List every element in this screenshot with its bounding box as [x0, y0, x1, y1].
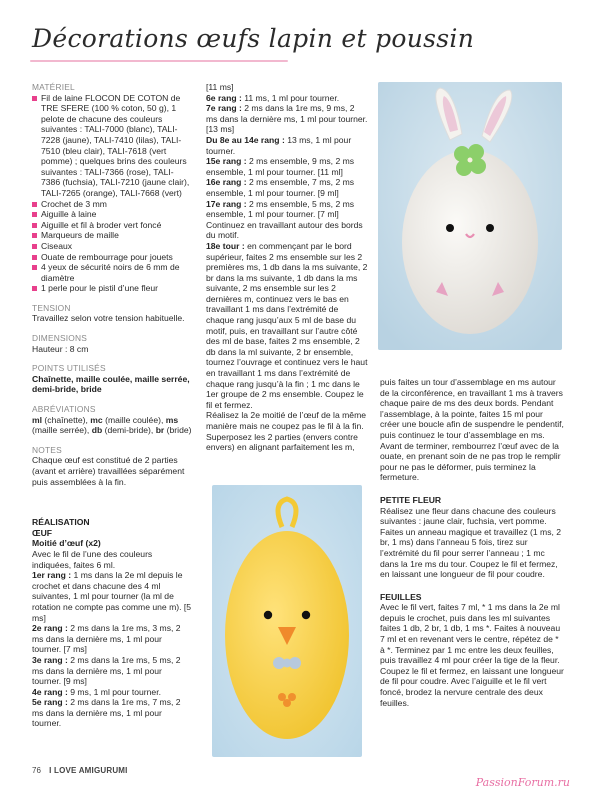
abbrev-heading: ABRÉVIATIONS	[32, 404, 96, 415]
continue-text: Continuez en travaillant autour des bords du motif.	[206, 219, 363, 241]
realisation-heading: RÉALISATION	[32, 517, 90, 528]
notes-text: Chaque œuf est constitué de 2 parties (avant et arrière) travaillées séparément puis assemblées à la fin.	[32, 455, 185, 487]
pattern-row: 3e rang : 2 ms dans la 1re ms, 5 ms, 2 ms dans la dernière ms, 1 ml pour tourner. [9 ms]	[32, 654, 181, 687]
row-count-carry: [11 ms]	[206, 82, 234, 92]
materiel-item: 4 yeux de sécurité noirs de 6 mm de diamètre	[32, 262, 192, 283]
dimensions-heading: DIMENSIONS	[32, 333, 88, 344]
points-text: Chaînette, maille coulée, maille serrée, demi-bride, bride	[32, 373, 190, 395]
pattern-row: 1er rang : 1 ms dans la 2e ml depuis le crochet et dans chacune des 4 ml suivantes, 1 ml pour tourner (la ml de rotation ne compte pas comme une m). [5 ms]	[32, 570, 192, 623]
pattern-row: 6e rang : 11 ms, 1 ml pour tourner.	[206, 92, 340, 103]
column-3	[380, 377, 564, 708]
materiel-item: Crochet de 3 mm	[32, 199, 192, 210]
moitie-heading: Moitié d’œuf (x2)	[32, 538, 101, 549]
fleur-heading: PETITE FLEUR	[380, 494, 442, 505]
fleur-text: Réalisez une fleur dans chacune des couleurs suivantes : jaune clair, fuchsia, vert pomme. Faites un anneau magique et travaillez (1 ms, 2 br, 1 ms) dans l’anneau 5 fois, tirez sur l’extrémité du fil pour serrer l’anneau ; 1 mc dans la 1re ms du tour. Coupez le fil et fermez, en laissant une longueur de fil pour coudre.	[380, 505, 562, 580]
materiel-item: Aiguille à laine	[32, 209, 192, 220]
magazine-name: I LOVE AMIGURUMI	[49, 766, 128, 775]
abbrev-def: (demi-bride),	[102, 425, 156, 436]
pattern-row: 4e rang : 9 ms, 1 ml pour tourner.	[32, 686, 161, 697]
bunny-egg-photo	[378, 82, 562, 350]
feuilles-text: Avec le fil vert, faites 7 ml, * 1 ms dans la 2e ml depuis le crochet, puis dans les ml suivantes faites 1 db, 2 br, 1 db, 1 ms *. Faites à nouveau 7 ml et en revenant vers le centre, répétez de * à *. Terminez par 1 mc entre les deux feuilles, puis travaillez 4 ml pour créer la tige de la fleur. Coupez le fil et fermez, en laissant une longueur de fil pour coudre. Avec l’aiguille et le fil vert foncé, brodez la nervure centrale des deux feuilles.	[380, 602, 564, 708]
tension-text: Travaillez selon votre tension habituelle.	[32, 313, 185, 324]
materiel-list	[32, 93, 192, 294]
pattern-row: 5e rang : 2 ms dans la 1re ms, 7 ms, 2 ms dans la dernière ms, 1 ml pour tourner.	[32, 697, 181, 729]
materiel-item: Marqueurs de maille	[32, 230, 192, 241]
abbrev-term: ms	[165, 414, 179, 425]
chick-egg-photo	[212, 485, 362, 757]
notes-heading: NOTES	[32, 444, 62, 455]
abbrev-term: ml	[32, 414, 43, 425]
abbrev-def: (maille serrée),	[32, 425, 92, 436]
page-footer	[32, 766, 128, 775]
assembly-text: Réalisez la 2e moitié de l’œuf de la même manière mais ne coupez pas le fil à la fin. Superposez les 2 parties (envers contre envers) en alignant parfaitement les m,	[206, 410, 367, 453]
feuilles-heading: FEUILLES	[380, 591, 422, 602]
title-underline	[30, 60, 288, 62]
page-number: 76	[32, 766, 41, 775]
materiel-item: Ouate de rembourrage pour jouets	[32, 252, 192, 263]
pattern-row: 2e rang : 2 ms dans la 1re ms, 3 ms, 2 ms dans la dernière ms, 1 ml pour tourner. [7 ms]	[32, 623, 181, 655]
column-2	[206, 82, 368, 453]
materiel-item: 1 perle pour le pistil d’une fleur	[32, 283, 192, 294]
assembly-continued: puis faites un tour d’assemblage en ms autour de la circonférence, en travaillant 1 ms à travers chaque paire de ms des deux bords. Pendant l’assemblage, à la pointe, faites 15 ml pour créer une boucle afin de suspendre le pendentif, puis continuez le tour d’assemblage en ms. Avant de terminer, rembourrez l’œuf avec de la ouate, en prenant soin de ne pas trop le remplir pour ne pas le déformer, puis terminez la fermeture.	[380, 377, 564, 483]
page-title: Décorations œufs lapin et poussin	[32, 24, 475, 53]
materiel-item: Ciseaux	[32, 241, 192, 252]
abbrev-term: br	[155, 425, 165, 436]
points-heading: POINTS UTILISÉS	[32, 363, 106, 374]
dimensions-text: Hauteur : 8 cm	[32, 343, 89, 354]
abbrev-term: mc	[90, 414, 103, 425]
abbrev-text	[32, 415, 192, 436]
materiel-item: Fil de laine FLOCON DE COTON de TRE SFERE (100 % coton, 50 g), 1 pelote de chacune des couleurs suivantes : TALI-7000 (blanc), TALI-7228 (jaune), TALI-7410 (lilas), TALI-7510 (bleu clair), TALI-7618 (vert pomme) ; quelques brins des couleurs suivantes : TALI-7366 (rose), TALI-7386 (fuchsia), TALI-7210 (jaune clair), TALI-7265 (orange), TALI-7668 (vert)	[32, 93, 192, 199]
pattern-row: Du 8e au 14e rang : 13 ms, 1 ml pour tourner.	[206, 134, 352, 156]
pattern-row: 15e rang : 2 ms ensemble, 9 ms, 2 ms ensemble, 1 ml pour tourner. [11 ml]	[206, 156, 355, 177]
oeuf-heading: ŒUF	[32, 527, 53, 538]
pattern-row: 18e tour : en commençant par le bord supérieur, faites 2 ms ensemble sur les 2 premières ms, 1 db dans la ms suivante, 2 br dans la ms suivante, 1 db dans la ms suivante, 2 ms ensemble sur les 2 dernières m, continuez vers le bas en travaillant 1 ms dans l’extrémité de chaque rang jusqu’aux 5 ml de base du motif, puis, en travaillant sur l’autre côté des ml de base, faites 2 ms ensemble, 2 db dans la ml suivante, 2 br ensemble, tournez l’ouvrage et continuez vers le haut en travaillant 1 ms dans l’extrémité de chaque rang jusqu’à la fin ; 1 mc dans le 1er groupe de 2 ms ensemble. Coupez le fil et fermez.	[206, 240, 368, 410]
materiel-heading: MATÉRIEL	[32, 82, 75, 92]
tension-heading: TENSION	[32, 302, 71, 313]
pattern-row: 17e rang : 2 ms ensemble, 5 ms, 2 ms ensemble, 1 ml pour tourner. [7 ml]	[206, 198, 355, 220]
abbrev-def: (chaînette),	[42, 414, 91, 425]
abbrev-def: (maille coulée),	[102, 414, 166, 425]
pattern-row: 16e rang : 2 ms ensemble, 7 ms, 2 ms ensemble, 1 ml pour tourner. [9 ml]	[206, 177, 355, 198]
abbrev-def: (bride)	[164, 425, 192, 436]
column-1	[32, 82, 192, 729]
materiel-item: Aiguille et fil à broder vert foncé	[32, 220, 192, 231]
watermark: PassionForum.ru	[475, 776, 570, 789]
pattern-row: 7e rang : 2 ms dans la 1re ms, 9 ms, 2 ms dans la dernière ms, 1 ml pour tourner. [13 ms]	[206, 103, 368, 135]
abbrev-term: db	[91, 425, 103, 436]
moitie-intro: Avec le fil de l’une des couleurs indiquées, faites 6 ml.	[32, 548, 153, 570]
